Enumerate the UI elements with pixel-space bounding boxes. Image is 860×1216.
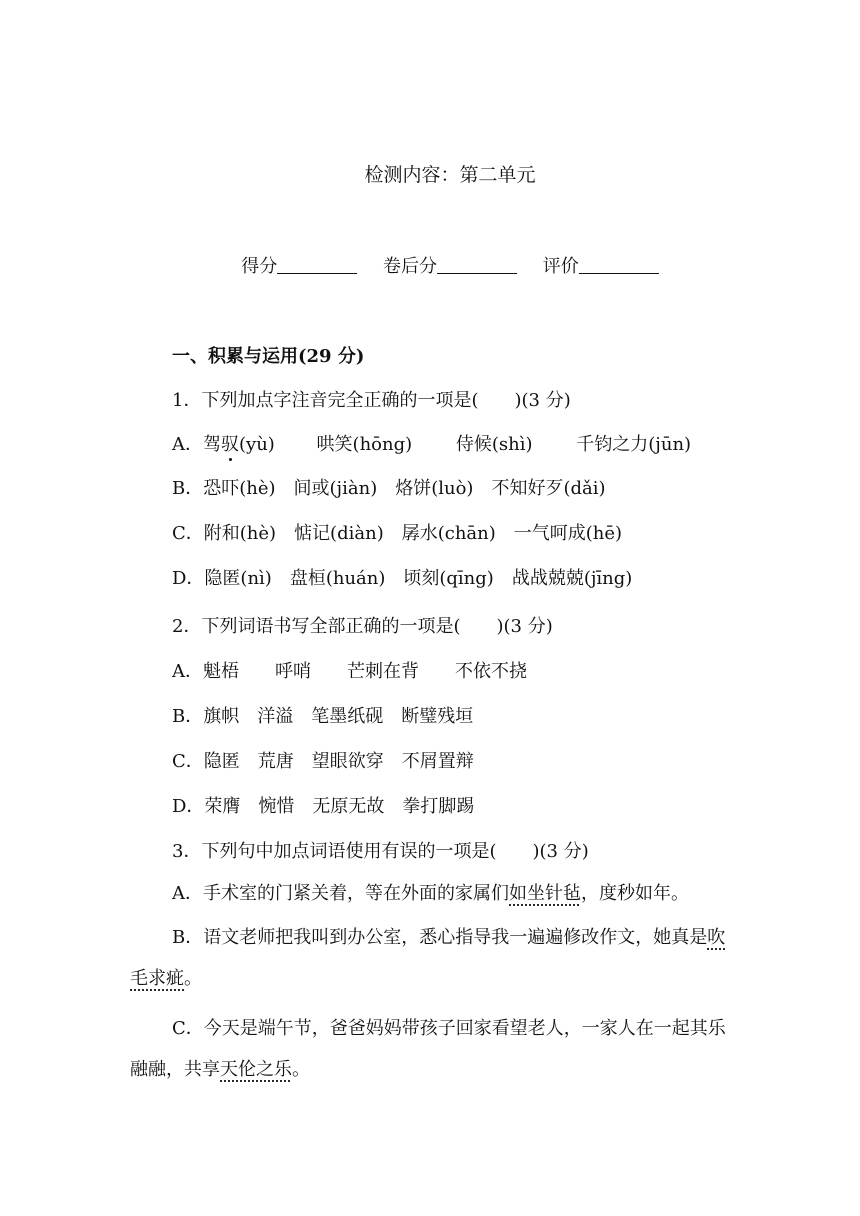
q1a-item4: 千钧之力(jūn) (576, 434, 692, 455)
q3c-pre: C．今天是端午节，爸爸妈妈带孩子回家看望老人，一家人在一起其乐融融，共享 (130, 1018, 726, 1080)
q1a-item3: 侍候(shì) (455, 434, 533, 455)
score-row (0, 252, 860, 278)
score-blank[interactable] (277, 255, 357, 274)
q3b-pre: B．语文老师把我叫到办公室，悉心指导我一遍遍修改作文，她真是 (172, 927, 708, 948)
q3a-emphasized: 如坐针毡 (509, 883, 581, 904)
question-1-option-d[interactable]: D．隐匿(nì) 盘桓(huán) 顷刻(qīng) 战战兢兢(jīng) (172, 568, 633, 589)
question-1-option-b[interactable]: B．恐吓(hè) 间或(jiàn) 烙饼(luò) 不知好歹(dǎi) (172, 478, 606, 499)
q1a-pinyin1: (yù) (239, 434, 275, 455)
page-title: 检测内容：第二单元 (364, 164, 536, 186)
question-1-stem: 1．下列加点字注音完全正确的一项是( )(3 分) (172, 390, 571, 411)
after-score-label: 卷后分 (383, 256, 437, 277)
question-3-stem: 3．下列句中加点词语使用有误的一项是( )(3 分) (172, 841, 589, 862)
after-score-blank[interactable] (437, 255, 517, 274)
q3c-emphasized: 天伦之乐 (220, 1059, 292, 1080)
q3a-pre: A．手术室的门紧关着，等在外面的家属们 (172, 883, 509, 904)
q1a-item2: 哄笑(hōng) (316, 434, 413, 455)
q3b-emphasized: 吹毛求疵 (130, 927, 726, 989)
section-heading: 一、积累与运用(29 分) (172, 346, 365, 367)
question-2-option-a[interactable]: A．魁梧 呼哨 芒刺在背 不依不挠 (172, 661, 527, 682)
question-1-option-a[interactable] (172, 430, 691, 456)
evaluation-blank[interactable] (579, 255, 659, 274)
question-2-option-b[interactable]: B．旗帜 洋溢 笔墨纸砚 断璧残垣 (172, 706, 474, 727)
question-2-stem: 2．下列词语书写全部正确的一项是( )(3 分) (172, 616, 553, 637)
score-label: 得分 (241, 256, 278, 277)
question-3-option-c[interactable] (130, 1008, 730, 1090)
question-2-option-d[interactable]: D．荣膺 惋惜 无原无故 拳打脚踢 (172, 796, 475, 817)
emphasized-char: 驭 (221, 430, 239, 456)
question-3-option-b[interactable] (130, 917, 730, 999)
question-1-option-c[interactable]: C．附和(hè) 惦记(diàn) 孱水(chān) 一气呵成(hē) (172, 523, 623, 544)
q1a-part1: A．驾 (172, 434, 221, 455)
question-3-option-a[interactable] (172, 879, 689, 905)
evaluation-field (543, 252, 659, 278)
score-field (241, 252, 357, 278)
q3b-post: 。 (184, 968, 202, 989)
q3a-post: ，度秒如年。 (581, 883, 689, 904)
q3c-post: 。 (292, 1059, 310, 1080)
evaluation-label: 评价 (542, 256, 579, 277)
after-score-field (383, 252, 517, 278)
question-2-option-c[interactable]: C．隐匿 荒唐 望眼欲穿 不屑置辩 (172, 751, 474, 772)
